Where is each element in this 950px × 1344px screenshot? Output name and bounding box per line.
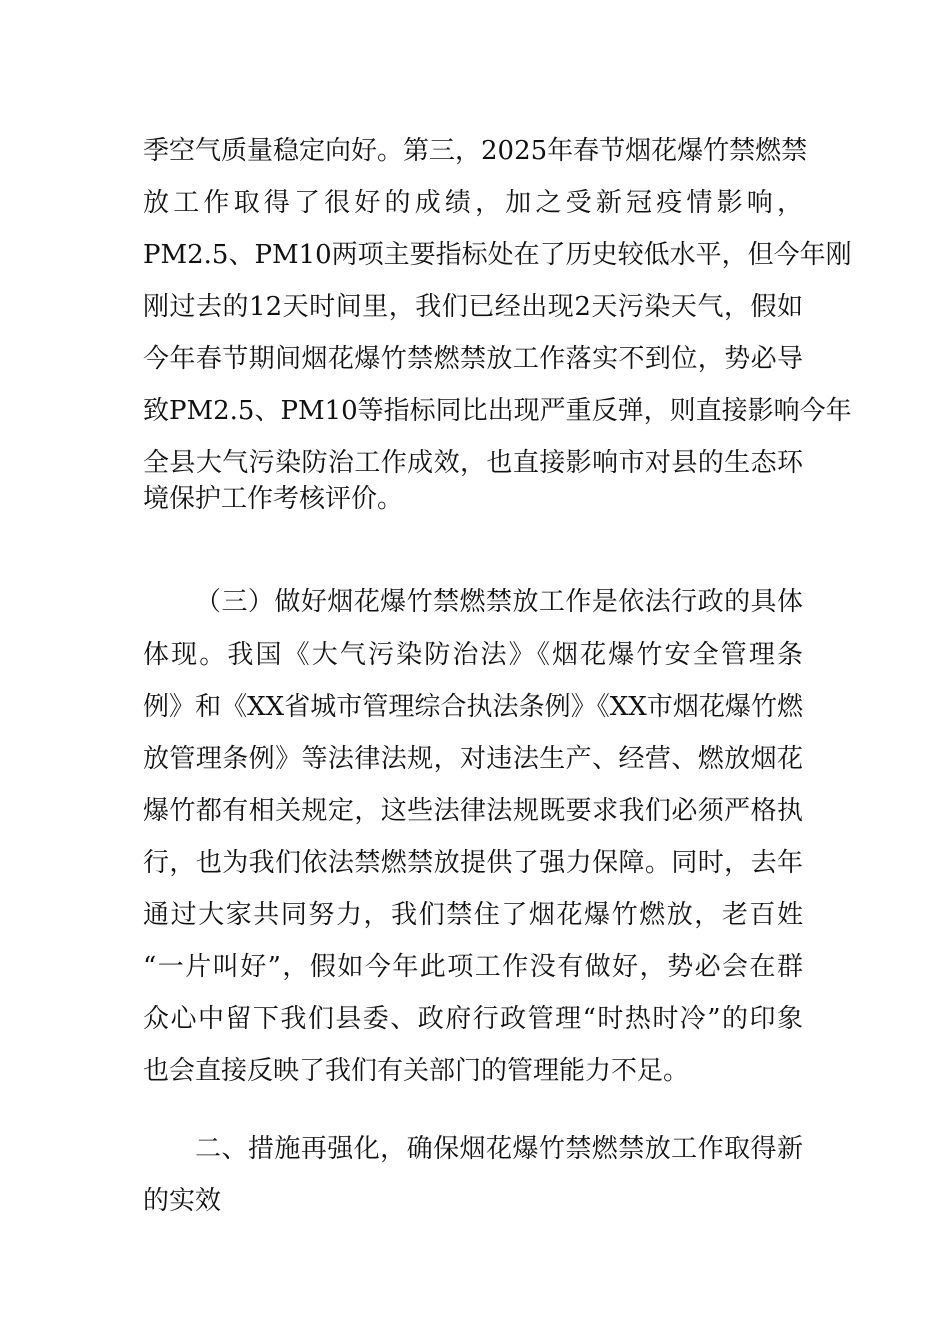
paragraph-2-line-9: 众心中留下我们县委、政府行政管理“时热时冷”的印象 xyxy=(143,1004,803,1034)
paragraph-1-line-5: 今年春节期间烟花爆竹禁燃禁放工作落实不到位，势必导 xyxy=(143,344,803,374)
paragraph-1-line-7: 全县大气污染防治工作成效，也直接影响市对县的生态环 xyxy=(143,448,803,478)
paragraph-2-line-5: 爆竹都有相关规定，这些法律法规既要求我们必须严格执 xyxy=(143,796,803,826)
paragraph-2-line-6: 行，也为我们依法禁燃禁放提供了强力保障。同时，去年 xyxy=(143,848,803,878)
paragraph-1-line-4: 刚过去的12天时间里，我们已经出现2天污染天气，假如 xyxy=(143,292,803,322)
paragraph-2-line-1: （三）做好烟花爆竹禁燃禁放工作是依法行政的具体 xyxy=(195,587,803,617)
paragraph-2-line-10: 也会直接反映了我们有关部门的管理能力不足。 xyxy=(143,1056,690,1086)
paragraph-2-line-2: 体现。我国《大气污染防治法》《烟花爆竹安全管理条 xyxy=(143,640,803,670)
paragraph-2-line-3: 例》和《XX省城市管理综合执法条例》《XX市烟花爆竹燃 xyxy=(143,692,803,722)
paragraph-1-line-1: 季空气质量稳定向好。第三，2025年春节烟花爆竹禁燃禁 xyxy=(143,136,808,166)
paragraph-1-line-3: PM2.5、PM10两项主要指标处在了历史较低水平，但今年刚 xyxy=(143,240,852,270)
paragraph-2-line-8: “一片叫好”，假如今年此项工作没有做好，势必会在群 xyxy=(143,952,803,982)
paragraph-2-line-4: 放管理条例》等法律法规，对违法生产、经营、燃放烟花 xyxy=(143,744,803,774)
paragraph-2-line-7: 通过大家共同努力，我们禁住了烟花爆竹燃放，老百姓 xyxy=(143,900,803,930)
paragraph-1-line-6: 致PM2.5、PM10等指标同比出现严重反弹，则直接影响今年 xyxy=(143,396,852,426)
paragraph-1-line-8: 境保护工作考核评价。 xyxy=(143,484,404,514)
section-heading-line-1: 二、措施再强化，确保烟花爆竹禁燃禁放工作取得新 xyxy=(195,1134,803,1164)
paragraph-1-line-2: 放工作取得了很好的成绩，加之受新冠疫情影响， xyxy=(143,188,803,218)
section-heading-line-2: 的实效 xyxy=(143,1186,222,1216)
